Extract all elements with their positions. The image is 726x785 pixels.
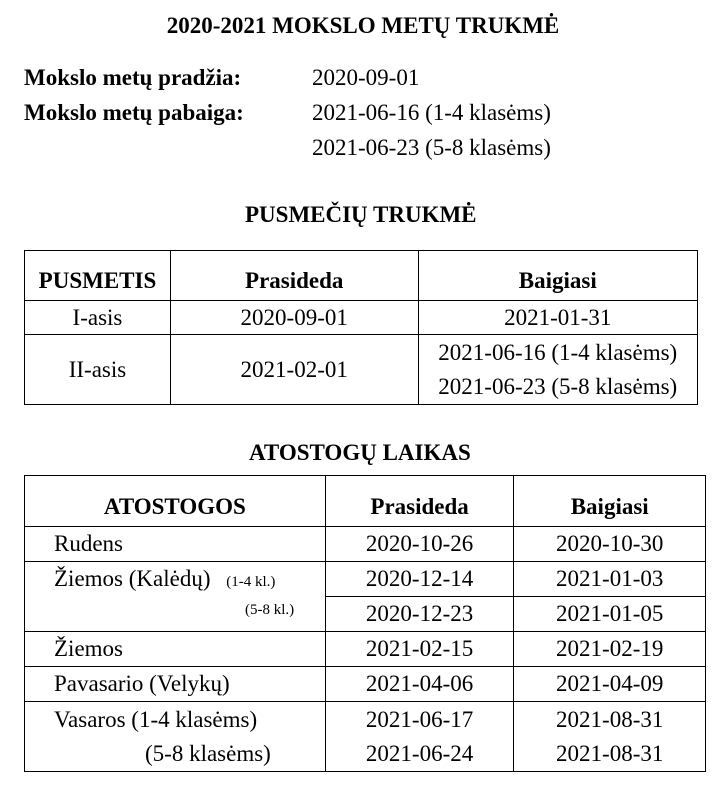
holiday-name: Rudens xyxy=(25,527,326,562)
table-row xyxy=(25,667,706,702)
holiday-name xyxy=(25,702,326,772)
column-header-end: Baigiasi xyxy=(514,476,706,527)
school-year-end-label: Mokslo metų pabaiga: xyxy=(24,100,244,125)
column-header-start: Prasideda xyxy=(170,251,418,301)
holiday-name xyxy=(25,562,326,632)
holiday-start: 2020-12-23 xyxy=(325,597,514,632)
column-header-semester: PUSMETIS xyxy=(25,251,171,301)
holiday-end-line-2: 2021-08-31 xyxy=(556,740,664,766)
holiday-name-line xyxy=(54,566,325,595)
column-header-start: Prasideda xyxy=(325,476,514,527)
holiday-end: 2020-10-30 xyxy=(514,527,706,562)
semester-end xyxy=(418,335,697,405)
semester-name: II-asis xyxy=(25,335,171,405)
school-year-start-value: 2020-09-01 xyxy=(312,65,420,90)
holiday-end: 2021-01-05 xyxy=(514,597,706,632)
document-title: 2020-2021 MOKSLO METŲ TRUKMĖ xyxy=(166,13,560,38)
table-row xyxy=(25,562,706,597)
semester-start: 2021-02-01 xyxy=(170,335,418,405)
semesters-title: PUSMEČIŲ TRUKMĖ xyxy=(245,202,477,227)
table-row xyxy=(25,632,706,667)
holiday-start: 2020-12-14 xyxy=(325,562,514,597)
holiday-name-line-2: (5-8 klasėms) xyxy=(145,740,271,766)
semester-start: 2020-09-01 xyxy=(170,301,418,335)
column-header-end: Baigiasi xyxy=(418,251,697,301)
holiday-grade-note-1: (1-4 kl.) xyxy=(226,574,276,590)
holiday-grade-note-2: (5-8 kl.) xyxy=(245,602,295,618)
holidays-title: ATOSTOGŲ LAIKAS xyxy=(249,440,471,465)
table-row xyxy=(25,335,698,405)
table-header-row xyxy=(25,476,706,527)
holiday-end-line-1: 2021-08-31 xyxy=(556,706,664,732)
school-year-start-label: Mokslo metų pradžia: xyxy=(24,65,242,90)
semester-end-line-2: 2021-06-23 (5-8 klasėms) xyxy=(438,373,678,399)
holidays-table xyxy=(24,475,706,772)
holiday-start: 2020-10-26 xyxy=(325,527,514,562)
holiday-end: 2021-04-09 xyxy=(514,667,706,702)
column-header-holiday: ATOSTOGOS xyxy=(25,476,326,527)
holiday-start xyxy=(325,702,514,772)
holiday-start: 2021-04-06 xyxy=(325,667,514,702)
semester-name: I-asis xyxy=(25,301,171,335)
table-row xyxy=(25,301,698,335)
semester-end: 2021-01-31 xyxy=(418,301,697,335)
school-year-end-value-1: 2021-06-16 (1-4 klasėms) xyxy=(312,100,551,125)
school-year-end-value-2: 2021-06-23 (5-8 klasėms) xyxy=(312,135,551,160)
holiday-name-text: Žiemos (Kalėdų) xyxy=(54,566,211,591)
table-row xyxy=(25,527,706,562)
holiday-name: Žiemos xyxy=(25,632,326,667)
holiday-end: 2021-01-03 xyxy=(514,562,706,597)
table-header-row xyxy=(25,251,698,301)
semester-end-line-1: 2021-06-16 (1-4 klasėms) xyxy=(438,339,678,365)
holiday-end xyxy=(514,702,706,772)
holiday-name: Pavasario (Velykų) xyxy=(25,667,326,702)
holiday-name-line-1: Vasaros (1-4 klasėms) xyxy=(54,706,258,732)
semesters-table xyxy=(24,250,698,405)
table-row xyxy=(25,702,706,772)
holiday-start: 2021-02-15 xyxy=(325,632,514,667)
holiday-start-line-2: 2021-06-24 xyxy=(365,740,474,766)
holiday-end: 2021-02-19 xyxy=(514,632,706,667)
holiday-start-line-1: 2021-06-17 xyxy=(365,706,474,732)
